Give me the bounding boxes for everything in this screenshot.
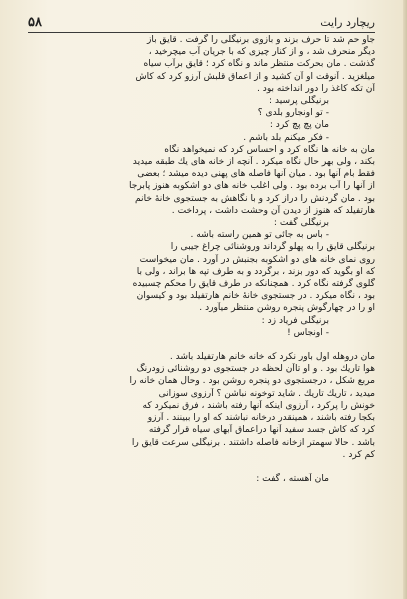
page-header [28,10,375,33]
text-line: - فکر میکنم بلد باشم . [243,132,329,143]
text-line: هوا تاریك بود . و او تاآن لحظه در جستجوی دو روشنائی زودرنگ [136,364,375,375]
text-line: مان دروهله اول باور نکرد که خانه خانم هارتفیلد باشد . [169,352,375,363]
page-edge [403,0,407,599]
text-line: گذشت . مان بحرکت منتظر ماند و نگاه کرد ؛ قایق برآب سیاه [143,59,375,70]
text-line: هارتفیلد که هنوز از دیدن آن وحشت داشت ، پرداخت . [171,205,375,216]
text-line: کم کرد . [342,449,375,460]
body-text [26,34,375,585]
text-line: برنیگلی گفت : [273,218,329,229]
text-line: - اونجاس ! [287,327,329,338]
text-line: که او بگوید که دور بزند ، برگردد و به طرف تپه ها براند ، ولی با [136,266,375,277]
text-line: مان پچ پچ کرد : [269,120,329,131]
text-line: خونش را پرکرد ، آرزوی اینکه آنها رفته باشند ، فرق نمیکرد که [142,400,375,411]
text-line: کرد که کاش جسد سفید آنها دراعماق آبهای سیاه قرار گرفته [148,425,375,436]
text-line: میلغزید . آنوقت او آن کشید و از اعماق قلبش آرزو کرد که کاش [135,71,375,82]
text-line: میدید ، تاریك تاریك . شاید توخونه نباشن ؟ آرزوی سوزانی [158,388,375,399]
text-line: جاو حم شد تا حرف بزند و بازوی برنیگلی را گرفت . قایق باز [146,35,375,45]
text-line: فقط بام آنها بود . میان آنها فاصله های پهنی دیده میشد ؛ بعضی [137,169,375,180]
text-line: گلوی گرفته نگاه کرد . همچنانکه در طرف قایق را محکم چسبیده [132,279,375,290]
text-line: باشد . حالا سهمتر ازخانه فاصله داشتند . برنیگلی سرعت قایق را [131,437,375,448]
text-line: مان به خانه ها نگاه کرد و احساس کرد که نمیخواهد نگاه [164,144,375,155]
running-title: ریچارد رایت [320,16,375,29]
text-line: برنیگلی فریاد زد : [261,315,329,326]
page-number: ۵۸ [28,15,42,30]
text-line: بود ، نگاه میکرد . در جستجوی خانهٔ خانم هارتفیلد بود و کیسوان [136,291,375,302]
text-line: بود . مان گردنش را دراز کرد و با نگاهش به جستجوی خانهٔ خانم [134,193,375,204]
text-line: بکجا رفته باشند ، همینقدر درخانه نباشند که او را ببینند . آرزو [147,413,375,424]
text-line: - باس به جائی تو همین راسته باشه . [190,230,329,241]
text-line: او را در چهارگوش پنجره روشن منتظر میآورد . [199,303,375,314]
text-line: دیگر منحرف شد ، و از کنار چیزی که با جریان آب میچرخید ، [148,47,375,58]
text-line: بکند ، ولی بهر حال نگاه میکرد . آنچه از خانه های یك طبقه میدید [132,157,375,168]
text-line: مان آهسته ، گفت : [256,473,329,484]
text-line: مربع شکل ، درجستجوی دو پنجره روشن بود . وحال همان خانه را [129,376,375,387]
text-line: روی نمای خانه های دو اشکوبه بجنبش در آورد . مان میخواست [139,254,375,265]
text-line: از آنها را آب برده بود . ولی اغلب خانه های دو اشکوبه هنوز پابرجا [129,181,375,192]
text-line: برنیگلی قایق را به پهلو گرداند وروشنائی چراغ جیبی را [170,242,375,253]
text-line: برنیگلی پرسید : [269,96,329,107]
text-line: آن تکه کاغذ را دور انداخته بود . [256,83,375,94]
text-line: - تو اونجارو بلدی ؟ [257,108,329,119]
